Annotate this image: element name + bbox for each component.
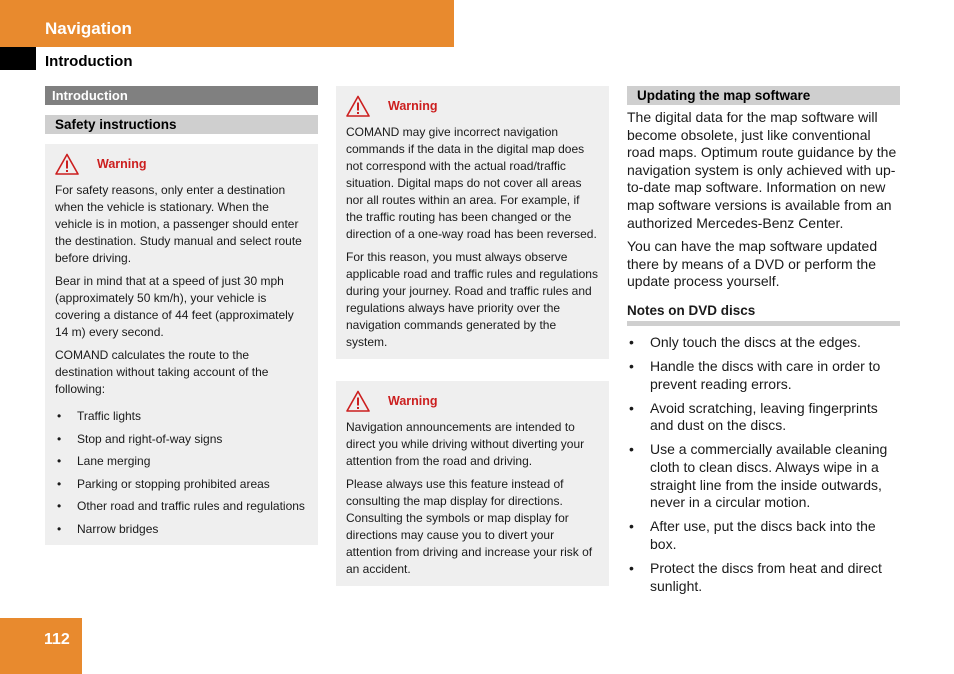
warning-triangle-icon [346, 390, 370, 412]
subheading-dvd-notes: Notes on DVD discs [627, 303, 900, 326]
list-item: • Narrow bridges [55, 521, 308, 537]
warning-paragraph: COMAND calculates the route to the destination without taking account of the following: [55, 348, 269, 396]
warning-box-map-data [336, 86, 609, 359]
warning-paragraph: COMAND may give incorrect navigation commands if the data in the digital map does not correspond with the actual road/traffic situation. Digital maps do not cover all areas nor all routes within an area. For example, if the traffic routing has been changed or the direction of a one-way road has been reversed. [346, 125, 597, 241]
section-marker [0, 47, 36, 70]
list-item: • Protect the discs from heat and direct sunlight. [627, 560, 900, 595]
page-number: 112 [44, 631, 70, 648]
warning-box-announcements [336, 381, 609, 586]
warning-header [346, 389, 599, 413]
dvd-notes-list [627, 334, 900, 595]
body-paragraph: The digital data for the map software will become obsolete, just like conventional road maps. Optimum route guidance by the navigation system is only achieved with up-to-date map software. Information on new map software versions is available from an authorized Mercedes-Benz Center. [627, 109, 897, 231]
warning-paragraph: For this reason, you must always observe applicable road and traffic rules and regulations during your journey. Road and traffic rules and regulations always have priority over the navigation commands generated by the system. [346, 250, 598, 349]
list-item: • Parking or stopping prohibited areas [55, 476, 308, 492]
section-title-map-update: Updating the map software [627, 86, 900, 105]
list-item: • Avoid scratching, leaving fingerprints and dust on the discs. [627, 400, 900, 435]
list-item: • Lane merging [55, 453, 308, 469]
list-item: • Stop and right-of-way signs [55, 431, 308, 447]
chapter-title: Navigation [45, 19, 132, 38]
column-left [45, 86, 318, 545]
list-item: • Only touch the discs at the edges. [627, 334, 900, 352]
warning-label: Warning [97, 157, 147, 171]
column-right [627, 86, 900, 602]
route-exclusions-list [55, 408, 308, 537]
warning-paragraph: Navigation announcements are intended to direct you while driving without diverting your attention from the road and driving. [346, 420, 585, 468]
warning-paragraph: For safety reasons, only enter a destination when the vehicle is stationary. When the vehicle is in motion, a passenger should enter the destination. Study manual and select route before driving. [55, 183, 302, 265]
warning-triangle-icon [55, 153, 79, 175]
warning-box-safety [45, 144, 318, 545]
warning-paragraph: Please always use this feature instead of consulting the map display for directions. Consulting the symbols or map display for directions may cause you to divert your attention from driving and increase your risk of an accident. [346, 477, 593, 576]
column-middle [336, 86, 609, 586]
subsection-title-safety: Safety instructions [45, 115, 318, 134]
warning-triangle-icon [346, 95, 370, 117]
warning-header [346, 94, 599, 118]
list-item: • Use a commercially available cleaning cloth to clean discs. Always wipe in a straight line from the inside outwards, never in a circular motion. [627, 441, 900, 511]
list-item: • Handle the discs with care in order to prevent reading errors. [627, 358, 900, 393]
body-paragraph: You can have the map software updated there by means of a DVD or perform the update process yourself. [627, 238, 878, 290]
list-item: • Traffic lights [55, 408, 308, 424]
list-item: • After use, put the discs back into the box. [627, 518, 900, 553]
section-title-introduction: Introduction [45, 86, 318, 105]
warning-label: Warning [388, 394, 438, 408]
warning-header [55, 152, 308, 176]
section-subtitle: Introduction [45, 53, 133, 70]
warning-label: Warning [388, 99, 438, 113]
list-item: • Other road and traffic rules and regulations [55, 498, 308, 514]
warning-paragraph: Bear in mind that at a speed of just 30 mph (approximately 50 km/h), your vehicle is covering a distance of 44 feet (approximately 14 m) every second. [55, 274, 294, 339]
